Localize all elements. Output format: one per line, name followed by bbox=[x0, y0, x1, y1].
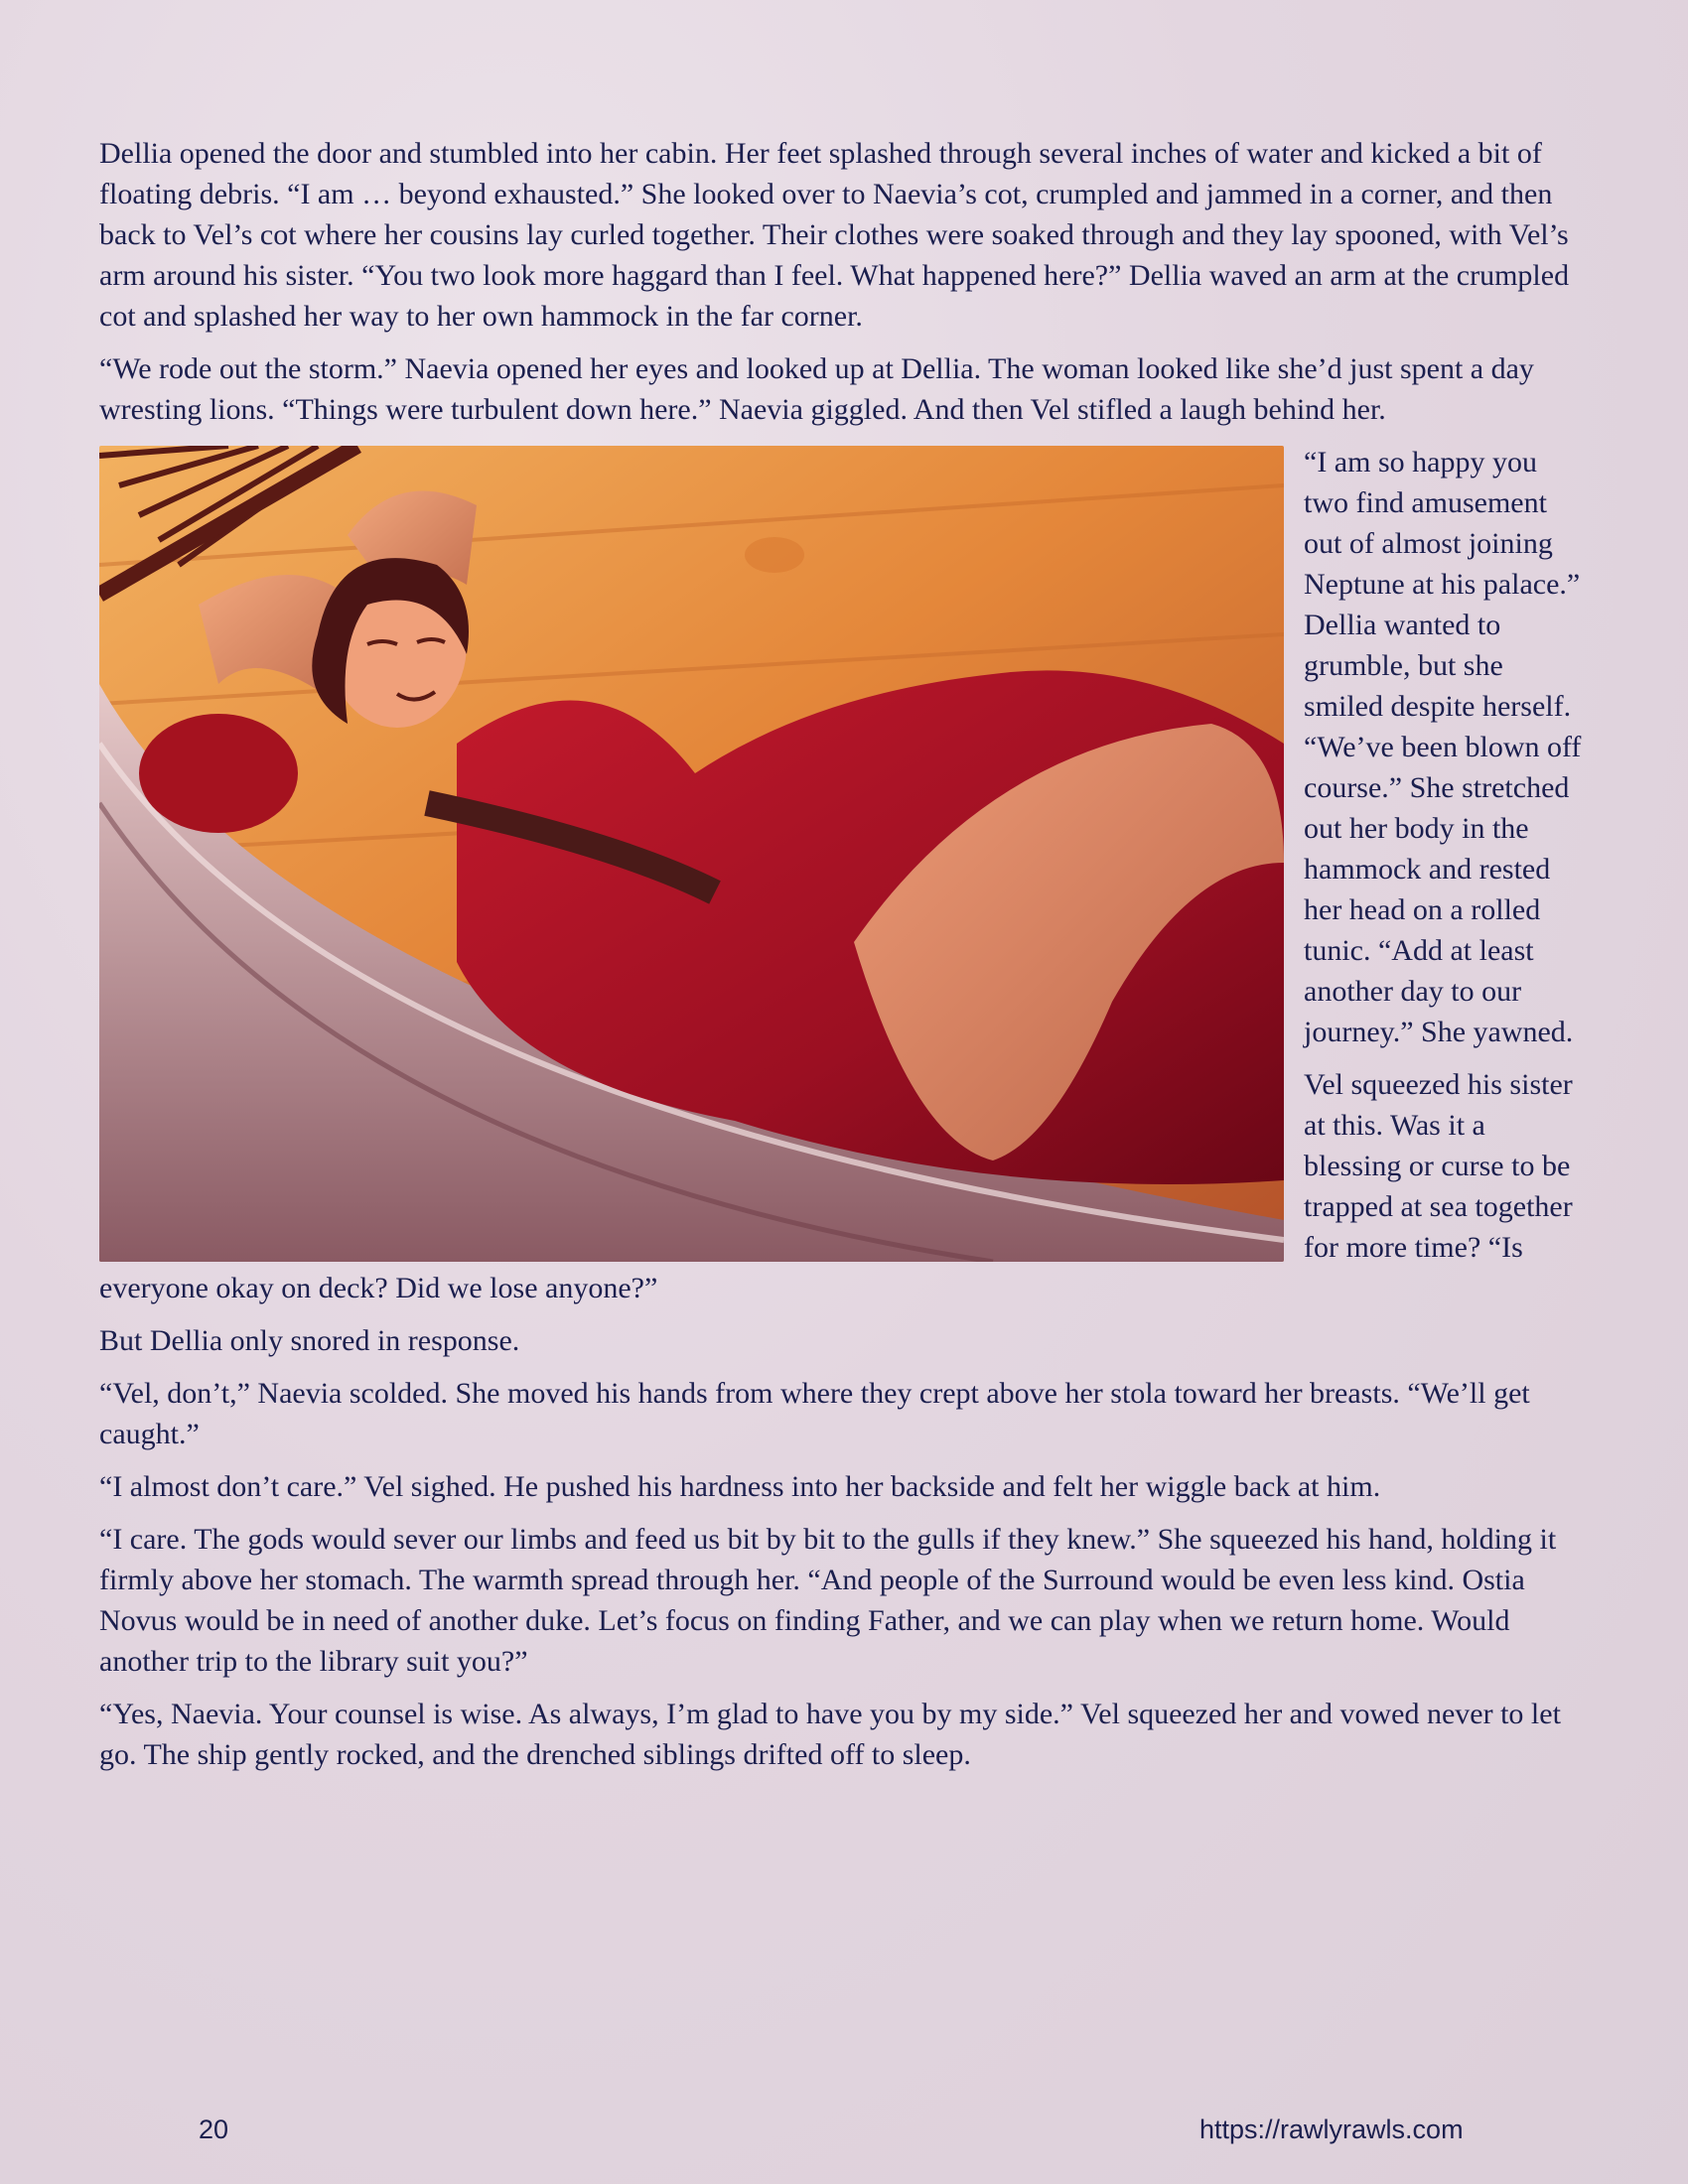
site-url[interactable]: https://rawlyrawls.com bbox=[1199, 2115, 1464, 2144]
paragraph-8: “I care. The gods would sever our limbs and feed us bit by bit to the gulls if they knew.” She squeezed his hand, holding it firmly above her stomach. The warmth spread through her. “And people of the Surround would be even less kind. Ostia Novus would be in need of another duke. Let’s focus on finding Father, and we can play when we return home. Would another trip to the library suit you?” bbox=[99, 1523, 1557, 1678]
page-number: 20 bbox=[199, 2115, 229, 2144]
paragraph-2: “We rode out the storm.” Naevia opened her eyes and looked up at Dellia. The woman looked like she’d just spent a day wresting lions. “Things were turbulent down here.” Naevia giggled. And then Vel stifled a laugh behind her. bbox=[99, 352, 1534, 426]
paragraph-7: “I almost don’t care.” Vel sighed. He pushed his hardness into her backside and felt her wiggle back at him. bbox=[99, 1470, 1381, 1503]
paragraph-9: “Yes, Naevia. Your counsel is wise. As always, I’m glad to have you by my side.” Vel squeezed her and vowed never to let go. The ship gently rocked, and the drenched siblings drifted off to sleep. bbox=[99, 1698, 1561, 1771]
paragraph-6: “Vel, don’t,” Naevia scolded. She moved his hands from where they crept above her stola toward her breasts. “We’ll get caught.” bbox=[99, 1377, 1530, 1450]
hammock-illustration bbox=[99, 446, 1284, 1262]
paragraph-1: Dellia opened the door and stumbled into her cabin. Her feet splashed through several inches of water and kicked a bit of floating debris. “I am … beyond exhausted.” She looked over to Naevia’s cot, crumpled and jammed in a corner, and then back to Vel’s cot where her cousins lay curled together. Their clothes were soaked through and they lay spooned, with Vel’s arm around his sister. “You two look more haggard than I feel. What happened here?” Dellia waved an arm at the crumpled cot and splashed her way to her own hammock in the far corner. bbox=[99, 137, 1570, 333]
paragraph-4: Vel squeezed his sister at this. Was it a blessing or curse to be trapped at sea together for more time? “Is everyone okay on deck? Did we lose anyone?” bbox=[99, 1068, 1573, 1304]
paragraph-3: “I am so happy you two find amusement out of almost joining Neptune at his palace.” Dellia wanted to grumble, but she smiled despite herself. “We’ve been blown off course.” She stretched out her body in the hammock and rested her head on a rolled tunic. “Add at least another day to our journey.” She yawned. bbox=[1304, 446, 1582, 1048]
paragraph-5: But Dellia only snored in response. bbox=[99, 1324, 520, 1357]
story-text bbox=[99, 133, 1589, 1787]
